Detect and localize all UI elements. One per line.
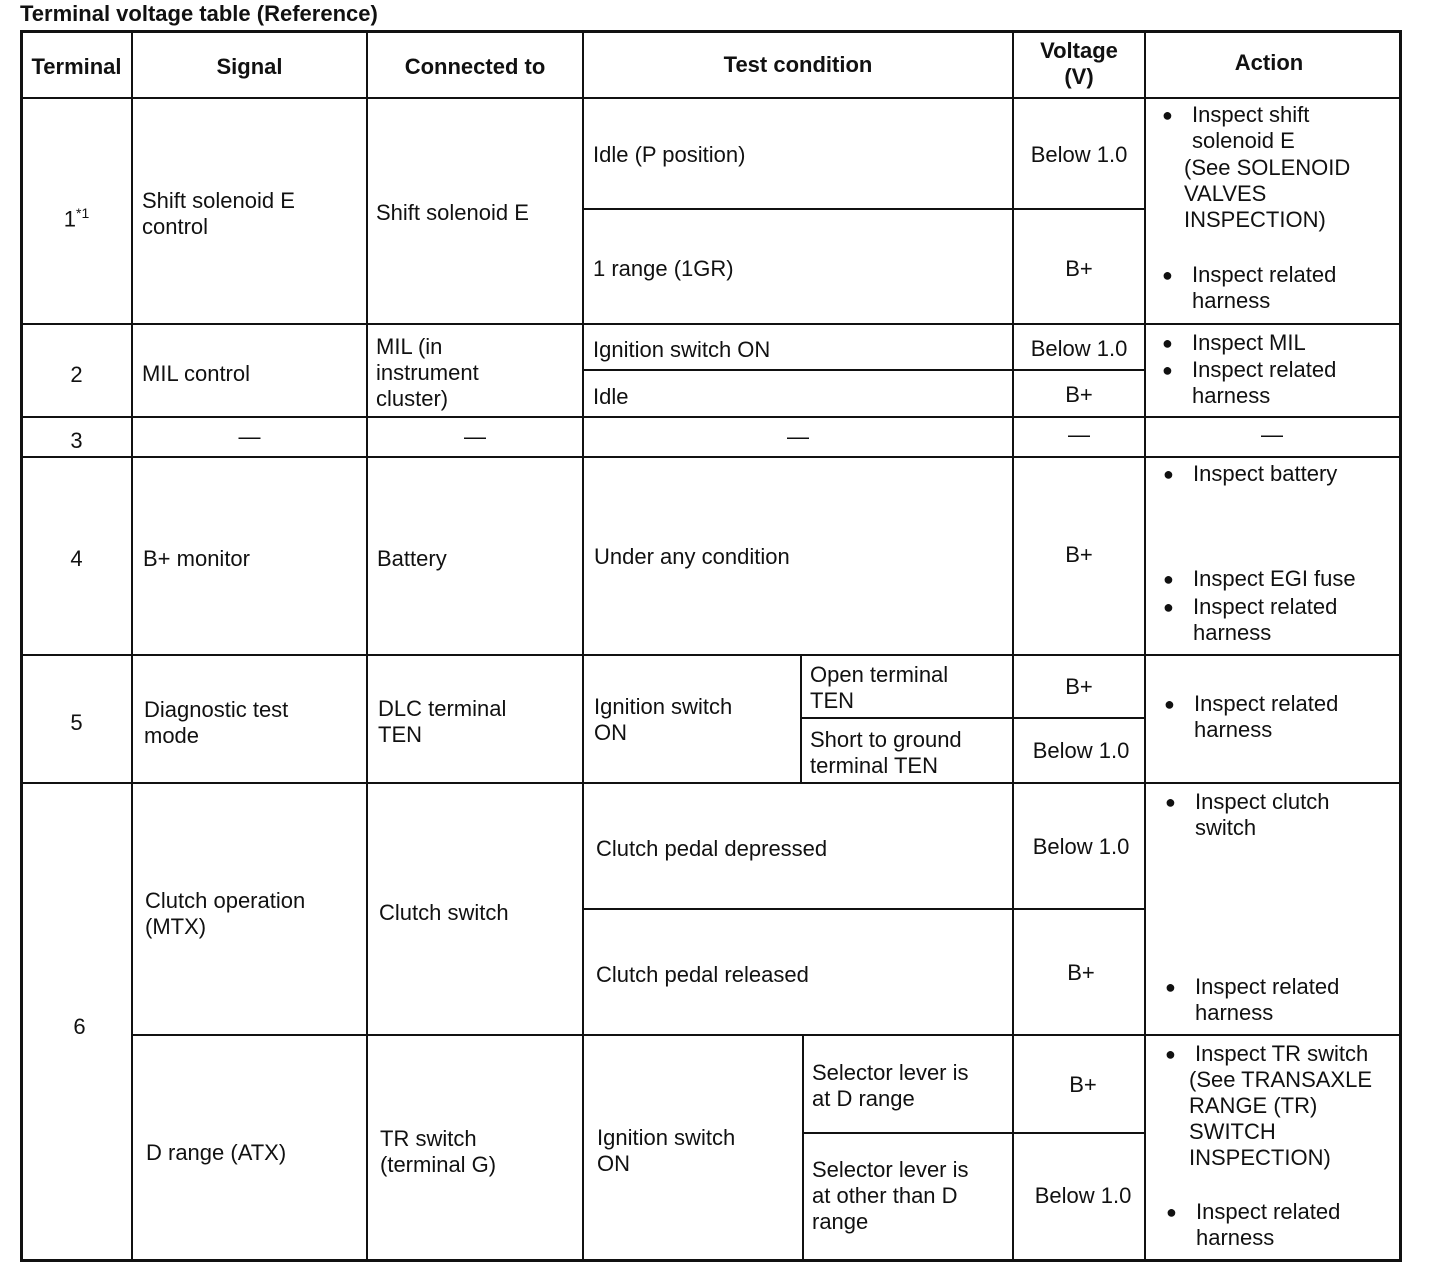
row-divider bbox=[802, 1132, 1146, 1134]
terminal-3: 3 bbox=[70, 428, 83, 453]
signal-diagnostic-test-mode: Diagnostic test mode bbox=[144, 697, 289, 748]
header-action: Action bbox=[1234, 50, 1304, 75]
column-divider bbox=[800, 656, 802, 784]
connected-battery: Battery bbox=[377, 546, 447, 571]
condition-short-ten: Short to ground terminal TEN bbox=[810, 727, 962, 778]
action-inspect-harness: ● Inspect related harness bbox=[1162, 357, 1336, 409]
action-reference-tr-switch: (See TRANSAXLE RANGE (TR) SWITCH INSPECTION) bbox=[1189, 1067, 1373, 1170]
condition-open-ten: Open terminal TEN bbox=[810, 662, 949, 713]
header-signal: Signal bbox=[216, 54, 283, 79]
signal-b-plus-monitor: B+ monitor bbox=[143, 546, 250, 571]
page-title: Terminal voltage table (Reference) bbox=[20, 1, 378, 26]
row-divider bbox=[800, 717, 1146, 719]
condition-idle: Idle bbox=[593, 384, 629, 409]
condition-any: Under any condition bbox=[594, 544, 790, 569]
signal-mil-control: MIL control bbox=[142, 361, 251, 386]
dash-signal: — bbox=[238, 424, 261, 449]
voltage-b-plus: B+ bbox=[1065, 256, 1093, 281]
row-divider bbox=[20, 782, 1402, 784]
header-connected-to: Connected to bbox=[404, 54, 546, 79]
condition-selector-d: Selector lever is at D range bbox=[812, 1060, 969, 1111]
column-divider bbox=[582, 30, 584, 1262]
voltage-below-1: Below 1.0 bbox=[1030, 142, 1128, 167]
row-divider bbox=[20, 416, 1402, 418]
row-divider bbox=[582, 369, 1146, 371]
signal-shift-solenoid-e: Shift solenoid E control bbox=[142, 188, 295, 239]
terminal-4: 4 bbox=[70, 546, 83, 571]
condition-idle-p: Idle (P position) bbox=[593, 142, 746, 167]
action-inspect-harness: ● Inspect related harness bbox=[1164, 691, 1338, 743]
action-inspect-harness: ● Inspect related harness bbox=[1162, 262, 1336, 314]
header-terminal: Terminal bbox=[31, 54, 122, 79]
signal-clutch-operation: Clutch operation (MTX) bbox=[145, 888, 306, 939]
voltage-b-plus: B+ bbox=[1065, 674, 1093, 699]
connected-mil: MIL (in instrument cluster) bbox=[376, 334, 479, 411]
voltage-b-plus: B+ bbox=[1065, 542, 1093, 567]
action-inspect-shift-solenoid: ● Inspect shift solenoid E bbox=[1162, 102, 1309, 154]
terminal-2: 2 bbox=[70, 362, 83, 387]
action-inspect-egi-fuse: ● Inspect EGI fuse bbox=[1163, 566, 1356, 592]
row-divider bbox=[20, 456, 1402, 458]
action-inspect-harness: ● Inspect related harness bbox=[1166, 1199, 1340, 1251]
condition-clutch-depressed: Clutch pedal depressed bbox=[596, 836, 828, 861]
voltage-below-1: Below 1.0 bbox=[1032, 738, 1130, 763]
voltage-b-plus: B+ bbox=[1069, 1072, 1097, 1097]
voltage-below-1: Below 1.0 bbox=[1032, 834, 1130, 859]
dash-connected: — bbox=[464, 424, 486, 449]
row-divider bbox=[582, 208, 1146, 210]
column-divider bbox=[1012, 30, 1014, 1262]
condition-1-range: 1 range (1GR) bbox=[593, 256, 734, 281]
action-reference-solenoid-valves: (See SOLENOID VALVES INSPECTION) bbox=[1184, 155, 1351, 232]
connected-dlc-ten: DLC terminal TEN bbox=[378, 696, 507, 747]
voltage-b-plus: B+ bbox=[1067, 960, 1095, 985]
voltage-below-1: Below 1.0 bbox=[1030, 336, 1128, 361]
row-divider bbox=[20, 323, 1402, 325]
action-inspect-harness: ● Inspect related harness bbox=[1163, 594, 1337, 646]
action-inspect-clutch-switch: ● Inspect clutch switch bbox=[1165, 789, 1330, 841]
connected-tr-switch: TR switch (terminal G) bbox=[380, 1126, 497, 1177]
action-inspect-mil: ● Inspect MIL bbox=[1162, 330, 1306, 356]
row-divider bbox=[20, 654, 1402, 656]
row-divider bbox=[20, 97, 1402, 99]
header-voltage: Voltage (V) bbox=[1040, 38, 1118, 89]
terminal-6: 6 bbox=[73, 1014, 86, 1039]
header-test-condition: Test condition bbox=[723, 52, 873, 77]
voltage-b-plus: B+ bbox=[1065, 382, 1093, 407]
connected-clutch-switch: Clutch switch bbox=[379, 900, 509, 925]
action-inspect-harness: ● Inspect related harness bbox=[1165, 974, 1339, 1026]
dash-condition: — bbox=[787, 424, 809, 449]
dash-voltage: — bbox=[1068, 422, 1090, 447]
terminal-footnote: *1 bbox=[76, 205, 90, 221]
condition-clutch-released: Clutch pedal released bbox=[596, 962, 809, 987]
dash-action: — bbox=[1261, 422, 1283, 447]
condition-ignition-on: Ignition switch ON bbox=[594, 694, 733, 745]
condition-ignition-on: Ignition switch ON bbox=[597, 1125, 736, 1176]
column-divider bbox=[366, 30, 368, 1262]
row-divider bbox=[131, 1034, 1402, 1036]
condition-ignition-on: Ignition switch ON bbox=[593, 337, 771, 362]
voltage-below-1: Below 1.0 bbox=[1034, 1183, 1132, 1208]
row-divider bbox=[582, 908, 1146, 910]
connected-shift-solenoid-e: Shift solenoid E bbox=[376, 200, 529, 225]
terminal-5: 5 bbox=[70, 710, 83, 735]
column-divider bbox=[131, 30, 133, 1262]
column-divider bbox=[802, 1036, 804, 1262]
action-inspect-battery: ● Inspect battery bbox=[1163, 461, 1337, 487]
terminal-1: 1$^{*1}$ bbox=[63, 205, 90, 232]
condition-selector-other: Selector lever is at other than D range bbox=[812, 1157, 969, 1234]
signal-d-range: D range (ATX) bbox=[146, 1140, 287, 1165]
action-inspect-tr-switch: ● Inspect TR switch bbox=[1165, 1041, 1368, 1067]
